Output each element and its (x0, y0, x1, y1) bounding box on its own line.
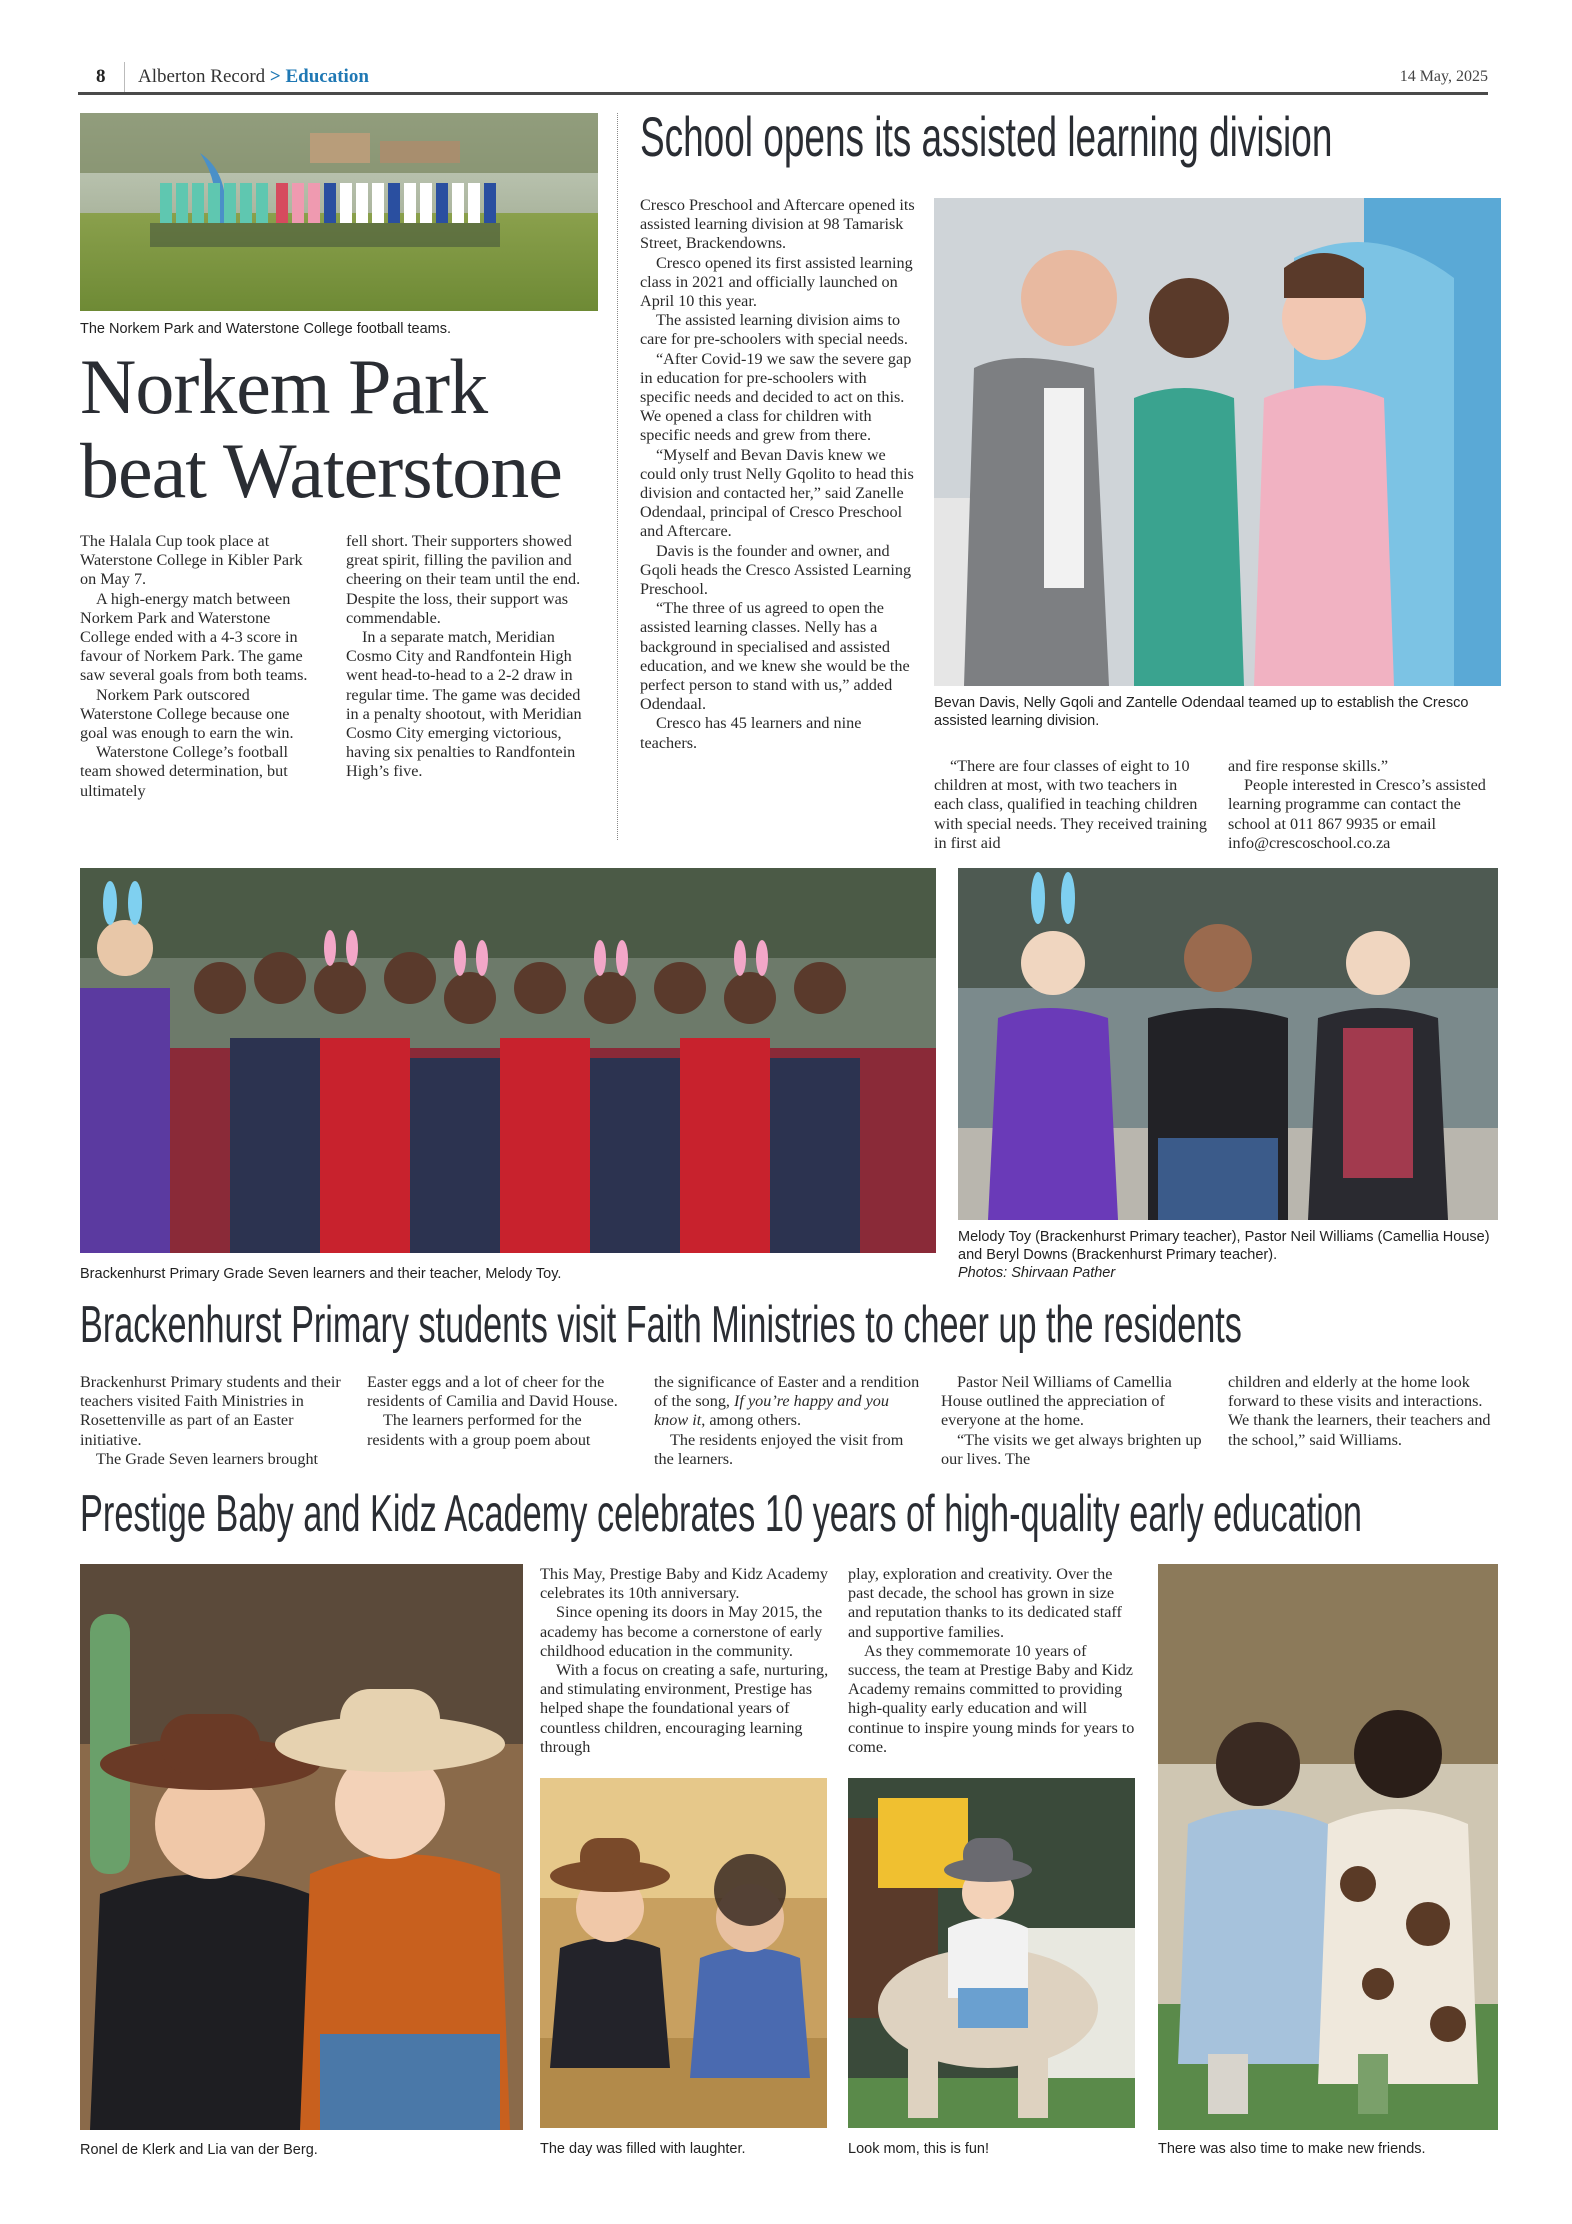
paragraph: play, exploration and creativity. Over the past decade, the school has grown in size and reputation thanks to its dedicated staff and supportive families. (848, 1565, 1122, 1641)
paragraph: The residents enjoyed the visit from the learners. (654, 1430, 904, 1468)
teachers-cowboy-hats-photo (80, 1564, 523, 2130)
paragraph: This May, Prestige Baby and Kidz Academy celebrates its 10th anniversary. (540, 1565, 829, 1603)
brackenhurst-body-col4 (941, 1373, 1211, 1469)
prestige-photo-caption-2: The day was filled with laughter. (540, 2141, 746, 2157)
brackenhurst-body-col2 (367, 1373, 637, 1450)
paragraph: Pastor Neil Williams of Camellia House outlined the appreciation of everyone at the home. (941, 1373, 1172, 1430)
breadcrumb (138, 66, 369, 88)
football-body-col1 (80, 532, 320, 801)
teachers-caption-text: Melody Toy (Brackenhurst Primary teacher), Pastor Neil Williams (Camellia House) and Beryl Downs (Brackenhurst Primary teacher). (958, 1229, 1490, 1263)
cresco-body-col3 (1228, 757, 1503, 853)
paragraph: “There are four classes of eight to 10 children at most, with two teachers in each class, qualified in teaching children with special needs. They received training in first aid (934, 757, 1207, 852)
paragraph: Waterstone College’s football team showed determination, but ultimately (80, 743, 288, 800)
masthead (78, 62, 1488, 95)
column-divider (617, 113, 618, 840)
photo-credit (958, 1264, 1503, 1282)
paragraph: “The visits we get always brighten up our lives. The (941, 1430, 1202, 1468)
section-link[interactable]: Education (285, 66, 369, 87)
paragraph: Cresco has 45 learners and nine teachers. (640, 714, 862, 752)
cresco-headline: School opens its assisted learning division (640, 105, 1333, 168)
football-headline-line2: beat Waterstone (80, 427, 562, 514)
paragraph: The assisted learning division aims to care for pre-schoolers with special needs. (640, 311, 908, 349)
brackenhurst-body-col1 (80, 1373, 350, 1469)
teachers-photo-caption (958, 1228, 1503, 1282)
brackenhurst-body-col5 (1228, 1373, 1503, 1450)
paragraph: People interested in Cresco’s assisted learning programme can contact the school at 011 867 9935 or email info@crescoschool.co.za (1228, 776, 1486, 852)
paragraph: “The three of us agreed to open the assisted learning classes. Nelly has a background in specialised and assisted education, and we knew she would be the perfect person to stand with us,” added Odendaal. (640, 599, 910, 714)
paragraph: The Halala Cup took place at Waterstone College in Kibler Park on May 7. (80, 532, 303, 589)
cresco-body-col2 (934, 757, 1209, 853)
prestige-photo-caption-4: There was also time to make new friends. (1158, 2141, 1426, 2157)
cresco-body-col1 (640, 196, 915, 753)
paragraph (654, 1373, 924, 1431)
grade-seven-learners-photo (80, 868, 936, 1253)
publication-name: Alberton Record (138, 66, 266, 87)
paragraph: fell short. Their supporters showed great spirit, filling the pavilion and cheering on their team until the end. Despite the loss, their support was commendable. (346, 532, 581, 627)
text: the significance of Easter and a rendition of the song, (654, 1373, 920, 1411)
paragraph: Brackenhurst Primary students and their teachers visited Faith Ministries in Rosettenville as part of an Easter initiative. (80, 1373, 341, 1449)
prestige-photo-caption-3: Look mom, this is fun! (848, 2141, 990, 2157)
football-teams-photo (80, 113, 598, 311)
cresco-founders-photo (934, 198, 1501, 686)
paragraph: “After Covid-19 we saw the severe gap in education for pre-schoolers with specific needs and decided to act on this. We opened a class for children with specific needs and grew from there. (640, 349, 912, 445)
paragraph: With a focus on creating a safe, nurturing, and stimulating environment, Prestige has helped shape the foundational years of countless children, encouraging learning through (540, 1661, 829, 1756)
paragraph: In a separate match, Meridian Cosmo City and Randfontein High went head-to-head to a 2-2 draw in regular time. The game was decided in a penalty shootout, with Meridian Cosmo City emerging victorious, having six penalties to Randfontein High’s five. (346, 628, 582, 781)
issue-date: 14 May, 2025 (1399, 68, 1488, 85)
children-friends-photo (1158, 1564, 1498, 2130)
paragraph: and fire response skills.” (1228, 757, 1389, 775)
paragraph: children and elderly at the home look forward to these visits and interactions. We thank the learners, their teachers and the school,” said Williams. (1228, 1373, 1491, 1449)
teachers-and-pastor-photo (958, 868, 1498, 1220)
text: , among others. (701, 1411, 802, 1430)
paragraph: “Myself and Bevan Davis knew we could only trust Nelly Gqolito to head this division and contacted her,” said Zanelle Odendaal, principal of Cresco Preschool and Aftercare. (640, 445, 914, 541)
breadcrumb-arrow: > (269, 66, 281, 87)
paragraph: Cresco opened its first assisted learning class in 2021 and officially launched on April 10 this year. (640, 253, 913, 311)
paragraph: Norkem Park outscored Waterstone College because one goal was enough to earn the win. (80, 685, 294, 743)
prestige-body-col2 (848, 1565, 1138, 1757)
cresco-photo-caption: Bevan Davis, Nelly Gqoli and Zantelle Odendaal teamed up to establish the Cresco assisted learning division. (934, 695, 1469, 729)
paragraph: As they commemorate 10 years of success, the team at Prestige Baby and Kidz Academy remains committed to providing high-quality early education and will continue to inspire young minds for years to come. (848, 1641, 1135, 1756)
photo-credit-text: Photos: Shirvaan Pather (958, 1265, 1116, 1281)
learners-photo-caption: Brackenhurst Primary Grade Seven learners and their teacher, Melody Toy. (80, 1266, 562, 1282)
paragraph: The learners performed for the residents with a group poem about (367, 1411, 591, 1449)
prestige-headline: Prestige Baby and Kidz Academy celebrates 10 years of high-quality early education (80, 1485, 1363, 1543)
song-title: If you’re happy and you know it (654, 1392, 889, 1430)
page-number: 8 (96, 66, 106, 87)
children-laughing-photo (540, 1778, 827, 2128)
prestige-photo-caption-1: Ronel de Klerk and Lia van der Berg. (80, 2142, 318, 2158)
paragraph: Davis is the founder and owner, and Gqoli heads the Cresco Assisted Learning Preschool. (640, 541, 912, 599)
brackenhurst-body-col3 (654, 1373, 924, 1469)
paragraph: Cresco Preschool and Aftercare opened its assisted learning division at 98 Tamarisk Street, Brackendowns. (640, 196, 915, 253)
paragraph: The Grade Seven learners brought (96, 1449, 319, 1468)
football-headline (80, 345, 640, 513)
masthead-divider (124, 62, 125, 92)
football-body-col2 (346, 532, 586, 782)
football-headline-line1: Norkem Park (80, 343, 488, 430)
prestige-body-col1 (540, 1565, 830, 1757)
paragraph: A high-energy match between Norkem Park and Waterstone College ended with a 4-3 score in favour of Norkem Park. The game saw several goals from both teams. (80, 589, 308, 685)
paragraph: Since opening its doors in May 2015, the academy has become a cornerstone of early childhood education in the community. (540, 1603, 823, 1660)
brackenhurst-headline: Brackenhurst Primary students visit Faith Ministries to cheer up the residents (80, 1296, 1242, 1354)
child-on-pony-photo (848, 1778, 1135, 2128)
paragraph: Easter eggs and a lot of cheer for the residents of Camilia and David House. (367, 1373, 618, 1411)
football-photo-caption: The Norkem Park and Waterstone College football teams. (80, 321, 451, 337)
